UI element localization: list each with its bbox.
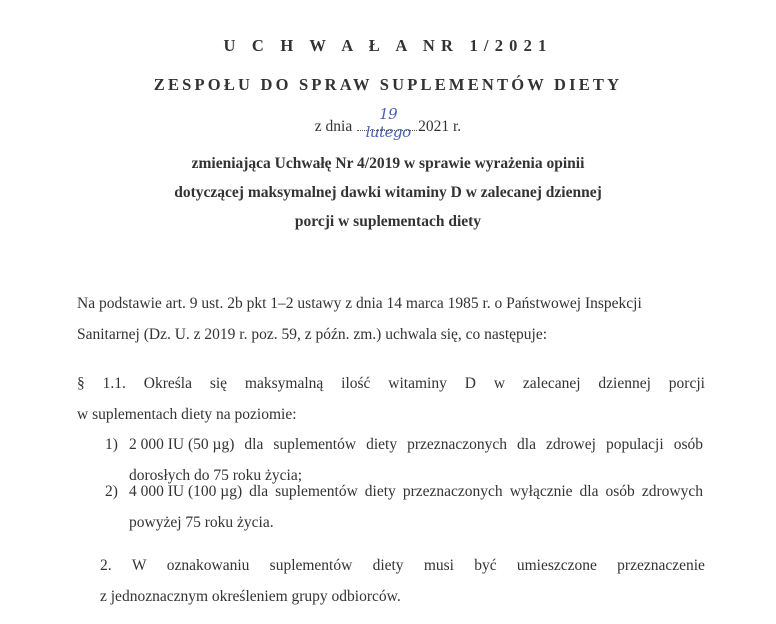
word: W (131, 557, 147, 574)
justified-line (129, 476, 703, 507)
word: diety (364, 483, 396, 500)
word: w (493, 375, 506, 392)
word: osób (673, 436, 703, 453)
legal-basis-paragraph (77, 288, 732, 350)
issuing-body-title: ZESPOŁU DO SPRAW SUPLEMENTÓW DIETY (153, 75, 623, 94)
handwritten-date: 19 lutego (365, 105, 411, 141)
word: zdrowych (641, 483, 703, 500)
section-2-paragraph (100, 550, 705, 612)
resolution-date (0, 105, 776, 141)
list-item (105, 476, 703, 538)
date-suffix: 2021 r. (418, 118, 462, 135)
word: oznakowaniu (166, 557, 250, 574)
word: się (209, 375, 228, 392)
list-item-line: dorosłych do 75 roku życia; (129, 467, 303, 484)
justified-line (100, 550, 705, 581)
word: wyłącznie (509, 483, 573, 500)
subtitle-line: dotyczącej maksymalnej dawki witaminy D w zalecanej dziennej (174, 184, 602, 201)
word: 1.1. (102, 375, 126, 392)
word: musi (423, 557, 454, 574)
justified-line (77, 368, 705, 399)
word: populacji (605, 436, 664, 453)
word: maksymalną (244, 375, 324, 392)
word: suplementów (275, 483, 358, 500)
word: 4 000 IU (100 µg) (129, 483, 243, 500)
word: dla (517, 436, 536, 453)
word: zdrowej (546, 436, 596, 453)
word: przeznaczonych (402, 483, 503, 500)
resolution-title: U C H W A Ł A NR 1/2021 (223, 36, 553, 55)
word: Określa (143, 375, 192, 392)
subtitle-line: zmieniająca Uchwałę Nr 4/2019 w sprawie wyrażenia opinii (191, 155, 585, 172)
word: przeznaczonych (407, 436, 507, 453)
word: dla (579, 483, 599, 500)
word: zalecanej (522, 375, 581, 392)
word: dla (249, 483, 269, 500)
word: 2. (100, 557, 112, 574)
word: być (474, 557, 497, 574)
word: osób (605, 483, 635, 500)
handwritten-date-field (357, 105, 417, 141)
word: § (77, 375, 85, 392)
word: porcji (668, 375, 705, 392)
section-1-paragraph (77, 368, 705, 430)
paragraph-line: z jednoznacznym określeniem grupy odbiorców. (100, 588, 401, 605)
word: przeznaczenie (617, 557, 705, 574)
word: D (464, 375, 476, 392)
word: 2 000 IU (50 µg) (129, 436, 235, 453)
word: dla (244, 436, 264, 453)
list-number: 1) (105, 436, 118, 453)
word: diety (372, 557, 404, 574)
word: witaminy (388, 375, 447, 392)
word: dziennej (598, 375, 651, 392)
list-number: 2) (105, 483, 118, 500)
paragraph-line: Na podstawie art. 9 ust. 2b pkt 1–2 ustawy z dnia 14 marca 1985 r. o Państwowej Inspekcji (77, 295, 642, 312)
word: umieszczone (516, 557, 597, 574)
resolution-subtitle (0, 149, 776, 236)
subtitle-line: porcji w suplementach diety (294, 213, 482, 230)
word: diety (366, 436, 398, 453)
date-prefix: z dnia (314, 118, 353, 135)
list-item-line: powyżej 75 roku życia. (129, 514, 274, 531)
justified-line (129, 429, 703, 460)
paragraph-line: Sanitarnej (Dz. U. z 2019 r. poz. 59, z późn. zm.) uchwala się, co następuje: (77, 326, 548, 343)
word: ilość (341, 375, 371, 392)
word: suplementów (273, 436, 357, 453)
word: suplementów (269, 557, 353, 574)
paragraph-line: w suplementach diety na poziomie: (77, 406, 297, 423)
